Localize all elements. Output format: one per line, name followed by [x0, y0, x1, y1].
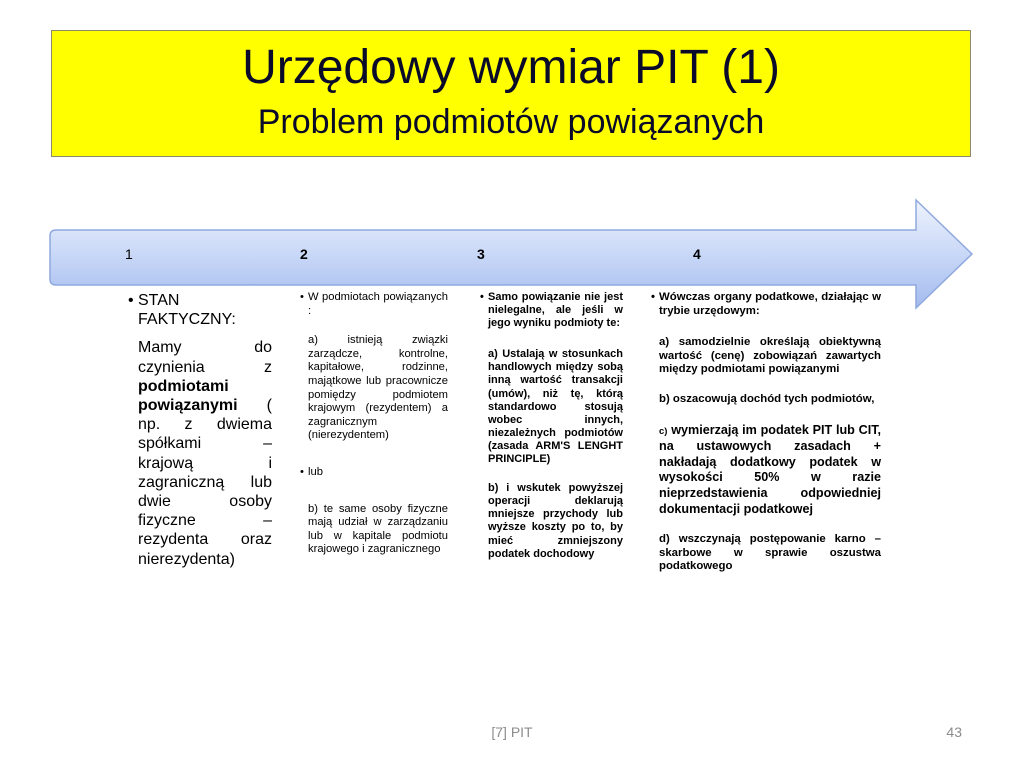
- col4-point-a: a) samodzielnie określają obiektywną wartość (cenę) zobowiązań zawartych między podmiotami powiązanymi: [659, 336, 881, 376]
- bullet-icon: •: [651, 291, 655, 303]
- footer-label: [7] PIT: [491, 724, 533, 740]
- col2-or: [300, 466, 448, 480]
- column-4: [651, 291, 881, 574]
- col3-point-a: a) Ustalają w stosunkach handlowych między sobą inną wartość transakcji (umów), niż tę, którą standardowo stosują wobec innych, niezależnych podmiotów (zasada ARM'S LENGHT PRINCIPLE): [488, 348, 623, 466]
- column-3: [480, 291, 623, 561]
- col4-intro: [651, 291, 881, 318]
- col1-text-after: ( np. z dwiema spółkami – krajową i zagraniczną lub dwie osoby fizyczne – rezydenta oraz nierezydenta): [138, 397, 272, 568]
- slide-title: Urzędowy wymiar PIT (1): [242, 41, 780, 94]
- col4-point-d: d) wszczynają postępowanie karno – skarbowe w sprawie oszustwa podatkowego: [659, 533, 881, 573]
- col4-point-b: b) oszacowują dochód tych podmiotów,: [659, 392, 875, 405]
- col2-intro: [300, 291, 448, 318]
- col1-heading: [128, 291, 272, 329]
- slide-subtitle: Problem podmiotów powiązanych: [257, 103, 765, 141]
- col2-point-a: a) istnieją związki zarządcze, kontrolne, kapitałowe, rodzinne, majątkowe lub pracownicze pomiędzy podmiotem krajowym (rezydentem) a zagranicznym (nierezydentem): [308, 334, 448, 442]
- col1-label-line1: STAN: [138, 292, 180, 309]
- col4-intro-text: Wówczas organy podatkowe, działając w trybie urzędowym:: [659, 291, 881, 317]
- col1-text-before: Mamy do czynienia z: [138, 339, 272, 376]
- col3-intro: [480, 291, 623, 330]
- col1-text-bold: podmiotami powiązanymi: [138, 377, 238, 415]
- bullet-icon: •: [300, 291, 304, 303]
- step-3-label: 3: [477, 246, 485, 262]
- bullet-icon: •: [128, 292, 134, 309]
- col3-point-b: b) i wskutek powyższej operacji deklarują mniejsze przychody lub wyższe koszty po to, by mieć zmniejszony podatek dochodowy: [488, 482, 623, 560]
- col2-or-text: lub: [308, 465, 323, 478]
- col4-point-c-text: wymierzają im podatek PIT lub CIT, na ustawowych zasadach + nakładają dodatkowy podatek w wysokości 50% w razie nieprzedstawienia odpowiedniej dokumentacji podatkowej: [659, 422, 881, 516]
- step-1-label: 1: [125, 246, 133, 262]
- col2-point-b: b) te same osoby fizyczne mają udział w zarządzaniu lub w kapitale podmiotu krajowego i zagranicznego: [308, 502, 448, 556]
- page-number: 43: [946, 724, 962, 740]
- col2-intro-text: W podmiotach powiązanych :: [308, 291, 448, 317]
- column-1: [128, 291, 272, 569]
- col1-label-line2: FAKTYCZNY:: [138, 311, 236, 329]
- step-4-label: 4: [693, 246, 701, 262]
- column-2: [300, 291, 448, 557]
- step-2-label: 2: [300, 246, 308, 262]
- col4-point-c-prefix: c): [659, 425, 668, 437]
- col1-body: [128, 338, 272, 568]
- bullet-icon: •: [480, 291, 484, 303]
- col3-intro-text: Samo powiązanie nie jest nielegalne, ale jeśli w jego wyniku podmioty te:: [488, 291, 623, 330]
- col4-point-c: [651, 423, 881, 518]
- bullet-icon: •: [300, 465, 304, 478]
